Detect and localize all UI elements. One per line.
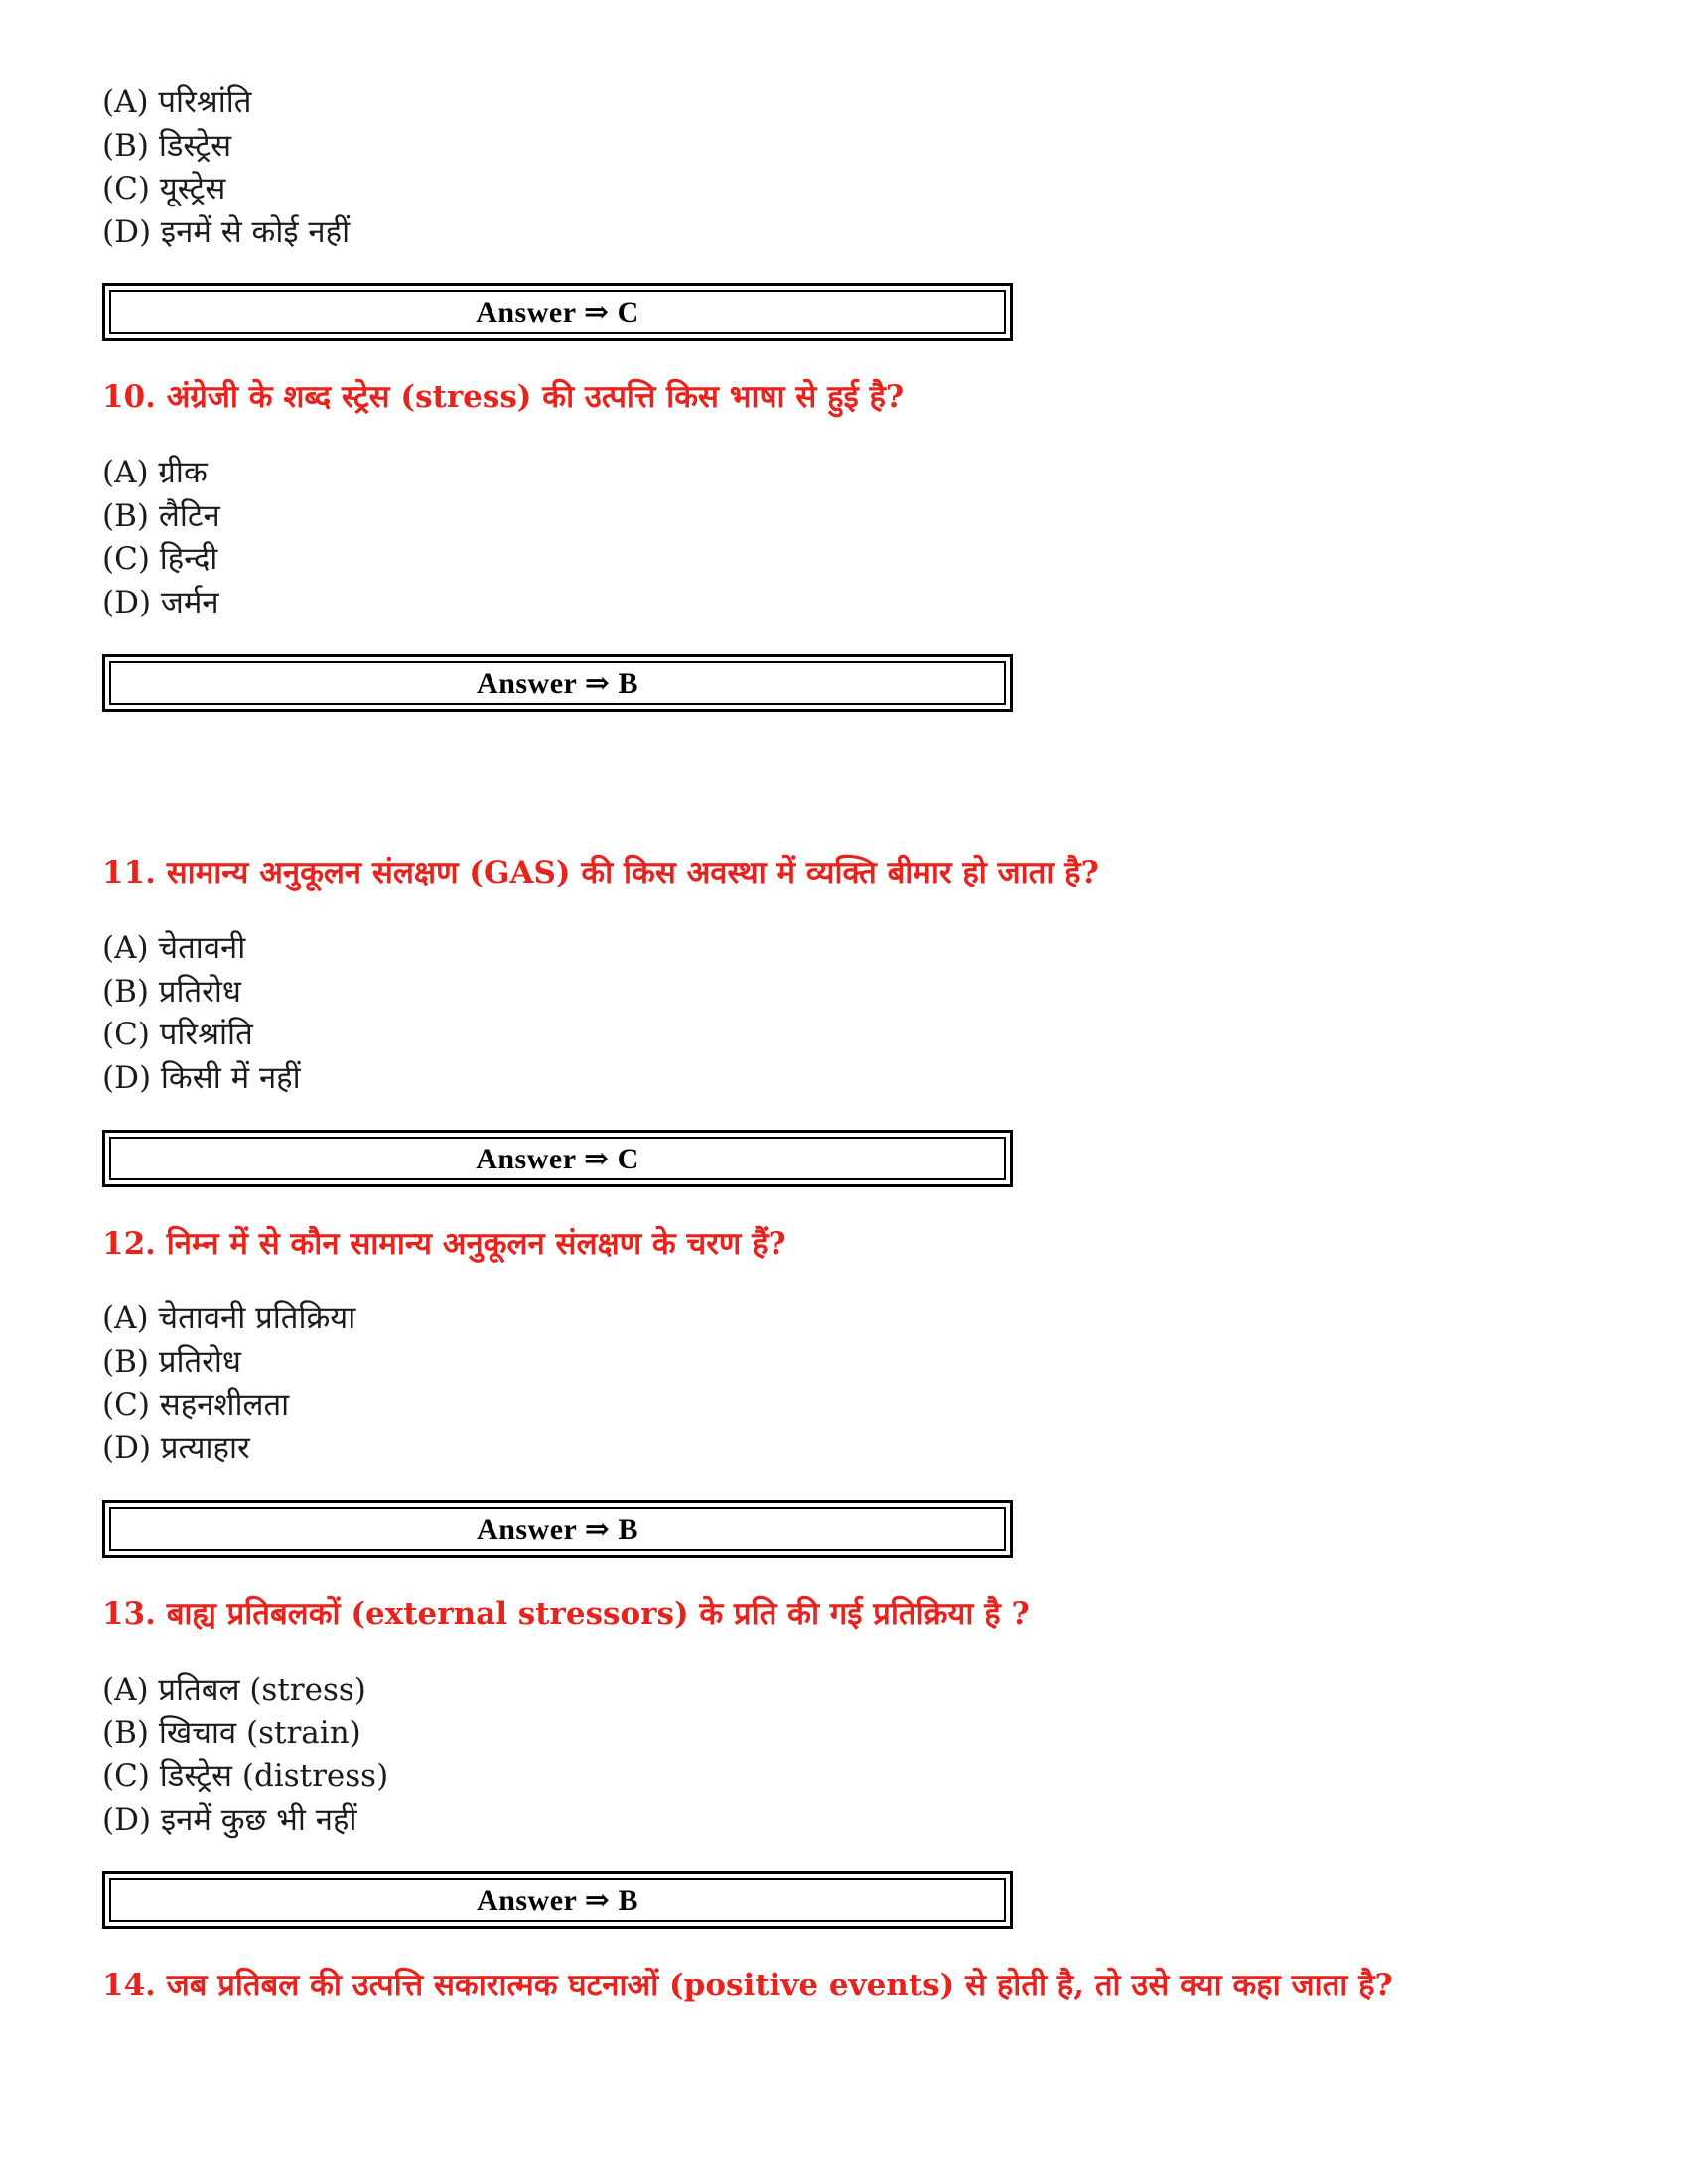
answer-text: Answer ⇒ C [109, 290, 1006, 334]
answer-text: Answer ⇒ B [109, 1507, 1006, 1551]
answer-box [102, 654, 1013, 712]
answer-box [102, 1871, 1013, 1929]
option-a: (A) परिश्रांति [102, 84, 252, 120]
option-c: (C) डिस्ट्रेस (distress) [102, 1758, 389, 1794]
question-title: 12. निम्न में से कौन सामान्य अनुकूलन संलक्षण के चरण हैं? [102, 1226, 786, 1262]
option-b: (B) प्रतिरोध [102, 973, 241, 1010]
option-a: (A) ग्रीक [102, 455, 208, 490]
option-a: (A) चेतावनी [102, 930, 246, 966]
question-10 [102, 375, 1592, 419]
option-d: (D) जर्मन [102, 584, 219, 620]
option-b: (B) लैटिन [102, 497, 220, 534]
option-c: (C) यूस्ट्रेस [102, 171, 226, 206]
question-13 [102, 1592, 1592, 1636]
option-b: (B) डिस्ट्रेस [102, 127, 232, 164]
option-d: (D) इनमें कुछ भी नहीं [102, 1801, 357, 1838]
option-d: (D) किसी में नहीं [102, 1059, 301, 1096]
option-c: (C) सहनशीलता [102, 1387, 290, 1423]
option-a: (A) प्रतिबल (stress) [102, 1672, 366, 1707]
question-12 [102, 1222, 1592, 1266]
question-9-options [102, 81, 1592, 254]
question-11 [102, 851, 1592, 894]
answer-text: Answer ⇒ B [109, 661, 1006, 705]
answer-text: Answer ⇒ C [109, 1137, 1006, 1180]
question-12-options [102, 1297, 1592, 1470]
question-14 [102, 1964, 1592, 2007]
option-d: (D) इनमें से कोई नहीं [102, 213, 351, 250]
option-a: (A) चेतावनी प्रतिक्रिया [102, 1300, 356, 1336]
option-b: (B) खिचाव (strain) [102, 1714, 361, 1751]
question-title: 10. अंग्रेजी के शब्द स्ट्रेस (stress) की उत्पत्ति किस भाषा से हुई है? [102, 379, 905, 415]
question-11-options [102, 927, 1592, 1100]
option-c: (C) हिन्दी [102, 541, 218, 577]
question-13-options [102, 1669, 1592, 1842]
option-c: (C) परिश्रांति [102, 1017, 253, 1052]
answer-box [102, 1500, 1013, 1558]
question-title: 14. जब प्रतिबल की उत्पत्ति सकारात्मक घटनाओं (positive events) से होती है, तो उसे क्या कहा जाता है? [102, 1968, 1393, 2003]
answer-text: Answer ⇒ B [109, 1878, 1006, 1922]
question-10-options [102, 452, 1592, 624]
option-b: (B) प्रतिरोध [102, 1343, 241, 1380]
question-title: 11. सामान्य अनुकूलन संलक्षण (GAS) की किस अवस्था में व्यक्ति बीमार हो जाता है? [102, 855, 1099, 890]
option-d: (D) प्रत्याहार [102, 1430, 250, 1466]
answer-box [102, 283, 1013, 341]
answer-box [102, 1130, 1013, 1187]
question-title: 13. बाह्य प्रतिबलकों (external stressors) के प्रति की गई प्रतिक्रिया है ? [102, 1596, 1030, 1632]
